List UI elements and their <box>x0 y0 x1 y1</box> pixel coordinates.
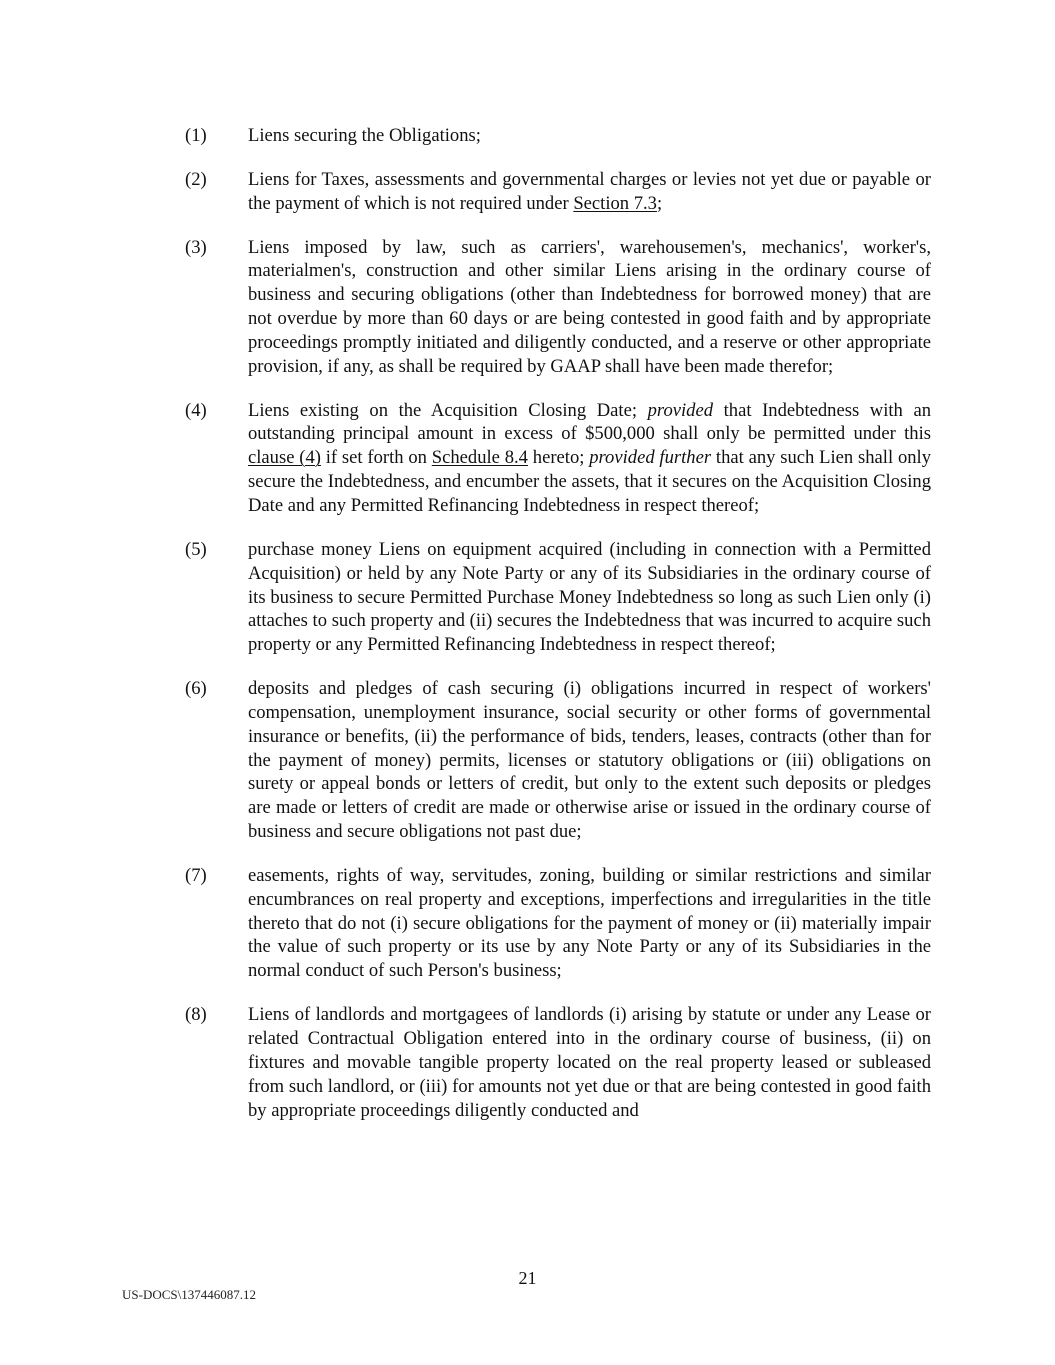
clause-text-segment: hereto; <box>527 447 590 469</box>
cross-reference: Schedule 8.4 <box>431 447 528 469</box>
clause-number: (4) <box>185 399 207 421</box>
clause-item <box>185 864 931 983</box>
clause-number: (7) <box>185 864 207 886</box>
clause-number: (2) <box>185 168 207 190</box>
clause-number: (3) <box>185 236 207 258</box>
clause-text <box>248 677 931 844</box>
clause-text-segment: ; <box>656 192 663 214</box>
clause-number: (8) <box>185 1004 207 1026</box>
cross-reference: clause (4) <box>248 447 321 469</box>
clause-text-segment: easements, rights of way, servitudes, zoning, building or similar restrictions and similar encumbrances on real property and exceptions, imperfections and irregularities in the title thereto that do not (i) secure obligations for the payment of money or (ii) materially impair the value of such property or its use by any Note Party or any of its Subsidiaries in the normal conduct of such Person's business; <box>248 864 931 982</box>
clause-item <box>185 1003 931 1122</box>
clause-item <box>185 677 931 844</box>
clause-text-segment: if set forth on <box>320 447 432 469</box>
clause-text <box>248 168 931 216</box>
clause-text <box>248 399 931 518</box>
clause-text-segment: Liens securing the Obligations; <box>248 125 481 146</box>
document-id: US-DOCS\137446087.12 <box>122 1287 256 1302</box>
clause-item <box>185 399 931 518</box>
clause-text <box>248 1003 931 1122</box>
emphasis-text: provided further <box>589 447 712 469</box>
clause-item <box>185 236 931 379</box>
clause-text-segment: that any such Lien shall only secure the Indebtedness, and encumber the assets, that it secures on the Acquisition Closing Date and any Permitted Refinancing Indebtedness in respect thereof; <box>248 447 932 516</box>
clause-list <box>185 124 931 1142</box>
clause-text-segment: purchase money Liens on equipment acquired (including in connection with a Permitted Acquisition) or held by any Note Party or any of its Subsidiaries in the ordinary course of its business to secure Permitted Purchase Money Indebtedness so long as such Lien only (i) attaches to such property and (ii) secures the Indebtedness that was incurred to acquire such property or any Permitted Refinancing Indebtedness in respect thereof; <box>248 538 931 656</box>
clause-number: (6) <box>185 678 207 700</box>
clause-text-segment: Liens existing on the Acquisition Closing Date; <box>248 399 648 421</box>
clause-item <box>185 124 931 148</box>
clause-item <box>185 168 931 216</box>
clause-item <box>185 538 931 657</box>
clause-text-segment: Liens imposed by law, such as carriers', warehousemen's, mechanics', worker's, materialmen's, construction and other similar Liens arising in the ordinary course of business and securing obligations (other than Indebtedness for borrowed money) that are not overdue by more than 60 days or are being contested in good faith and by appropriate proceedings promptly initiated and diligently conducted, and a reserve or other appropriate provision, if any, as shall be required by GAAP shall have been made therefor; <box>248 236 931 377</box>
page-number: 21 <box>518 1268 537 1288</box>
clause-text-segment: that Indebtedness with an outstanding principal amount in excess of $500,000 shall only be permitted under this <box>248 399 931 445</box>
clause-text <box>248 538 931 657</box>
clause-text-segment: Liens of landlords and mortgagees of landlords (i) arising by statute or under any Lease or related Contractual Obligation entered into in the ordinary course of business, (ii) on fixtures and movable tangible property located on the real property leased or subleased from such landlord, or (iii) for amounts not yet due or that are being contested in good faith by appropriate proceedings diligently conducted and <box>248 1004 931 1121</box>
clause-text <box>248 236 931 379</box>
emphasis-text: provided <box>647 399 714 421</box>
cross-reference: Section 7.3 <box>573 192 657 214</box>
clause-text-segment: Liens for Taxes, assessments and governmental charges or levies not yet due or payable or the payment of which is not required under <box>248 168 931 214</box>
clause-number: (1) <box>185 125 207 146</box>
clause-number: (5) <box>185 538 207 560</box>
clause-text-segment: deposits and pledges of cash securing (i) obligations incurred in respect of workers' compensation, unemployment insurance, social security or other forms of governmental insurance or benefits, (ii) the performance of bids, tenders, leases, contracts (other than for the payment of money) permits, licenses or statutory obligations or (iii) obligations on surety or appeal bonds or letters of credit, but only to the extent such deposits or pledges are made or letters of credit are made or otherwise arise or issued in the ordinary course of business and secure obligations not past due; <box>248 678 931 843</box>
clause-text <box>248 864 931 983</box>
clause-text <box>248 124 931 148</box>
